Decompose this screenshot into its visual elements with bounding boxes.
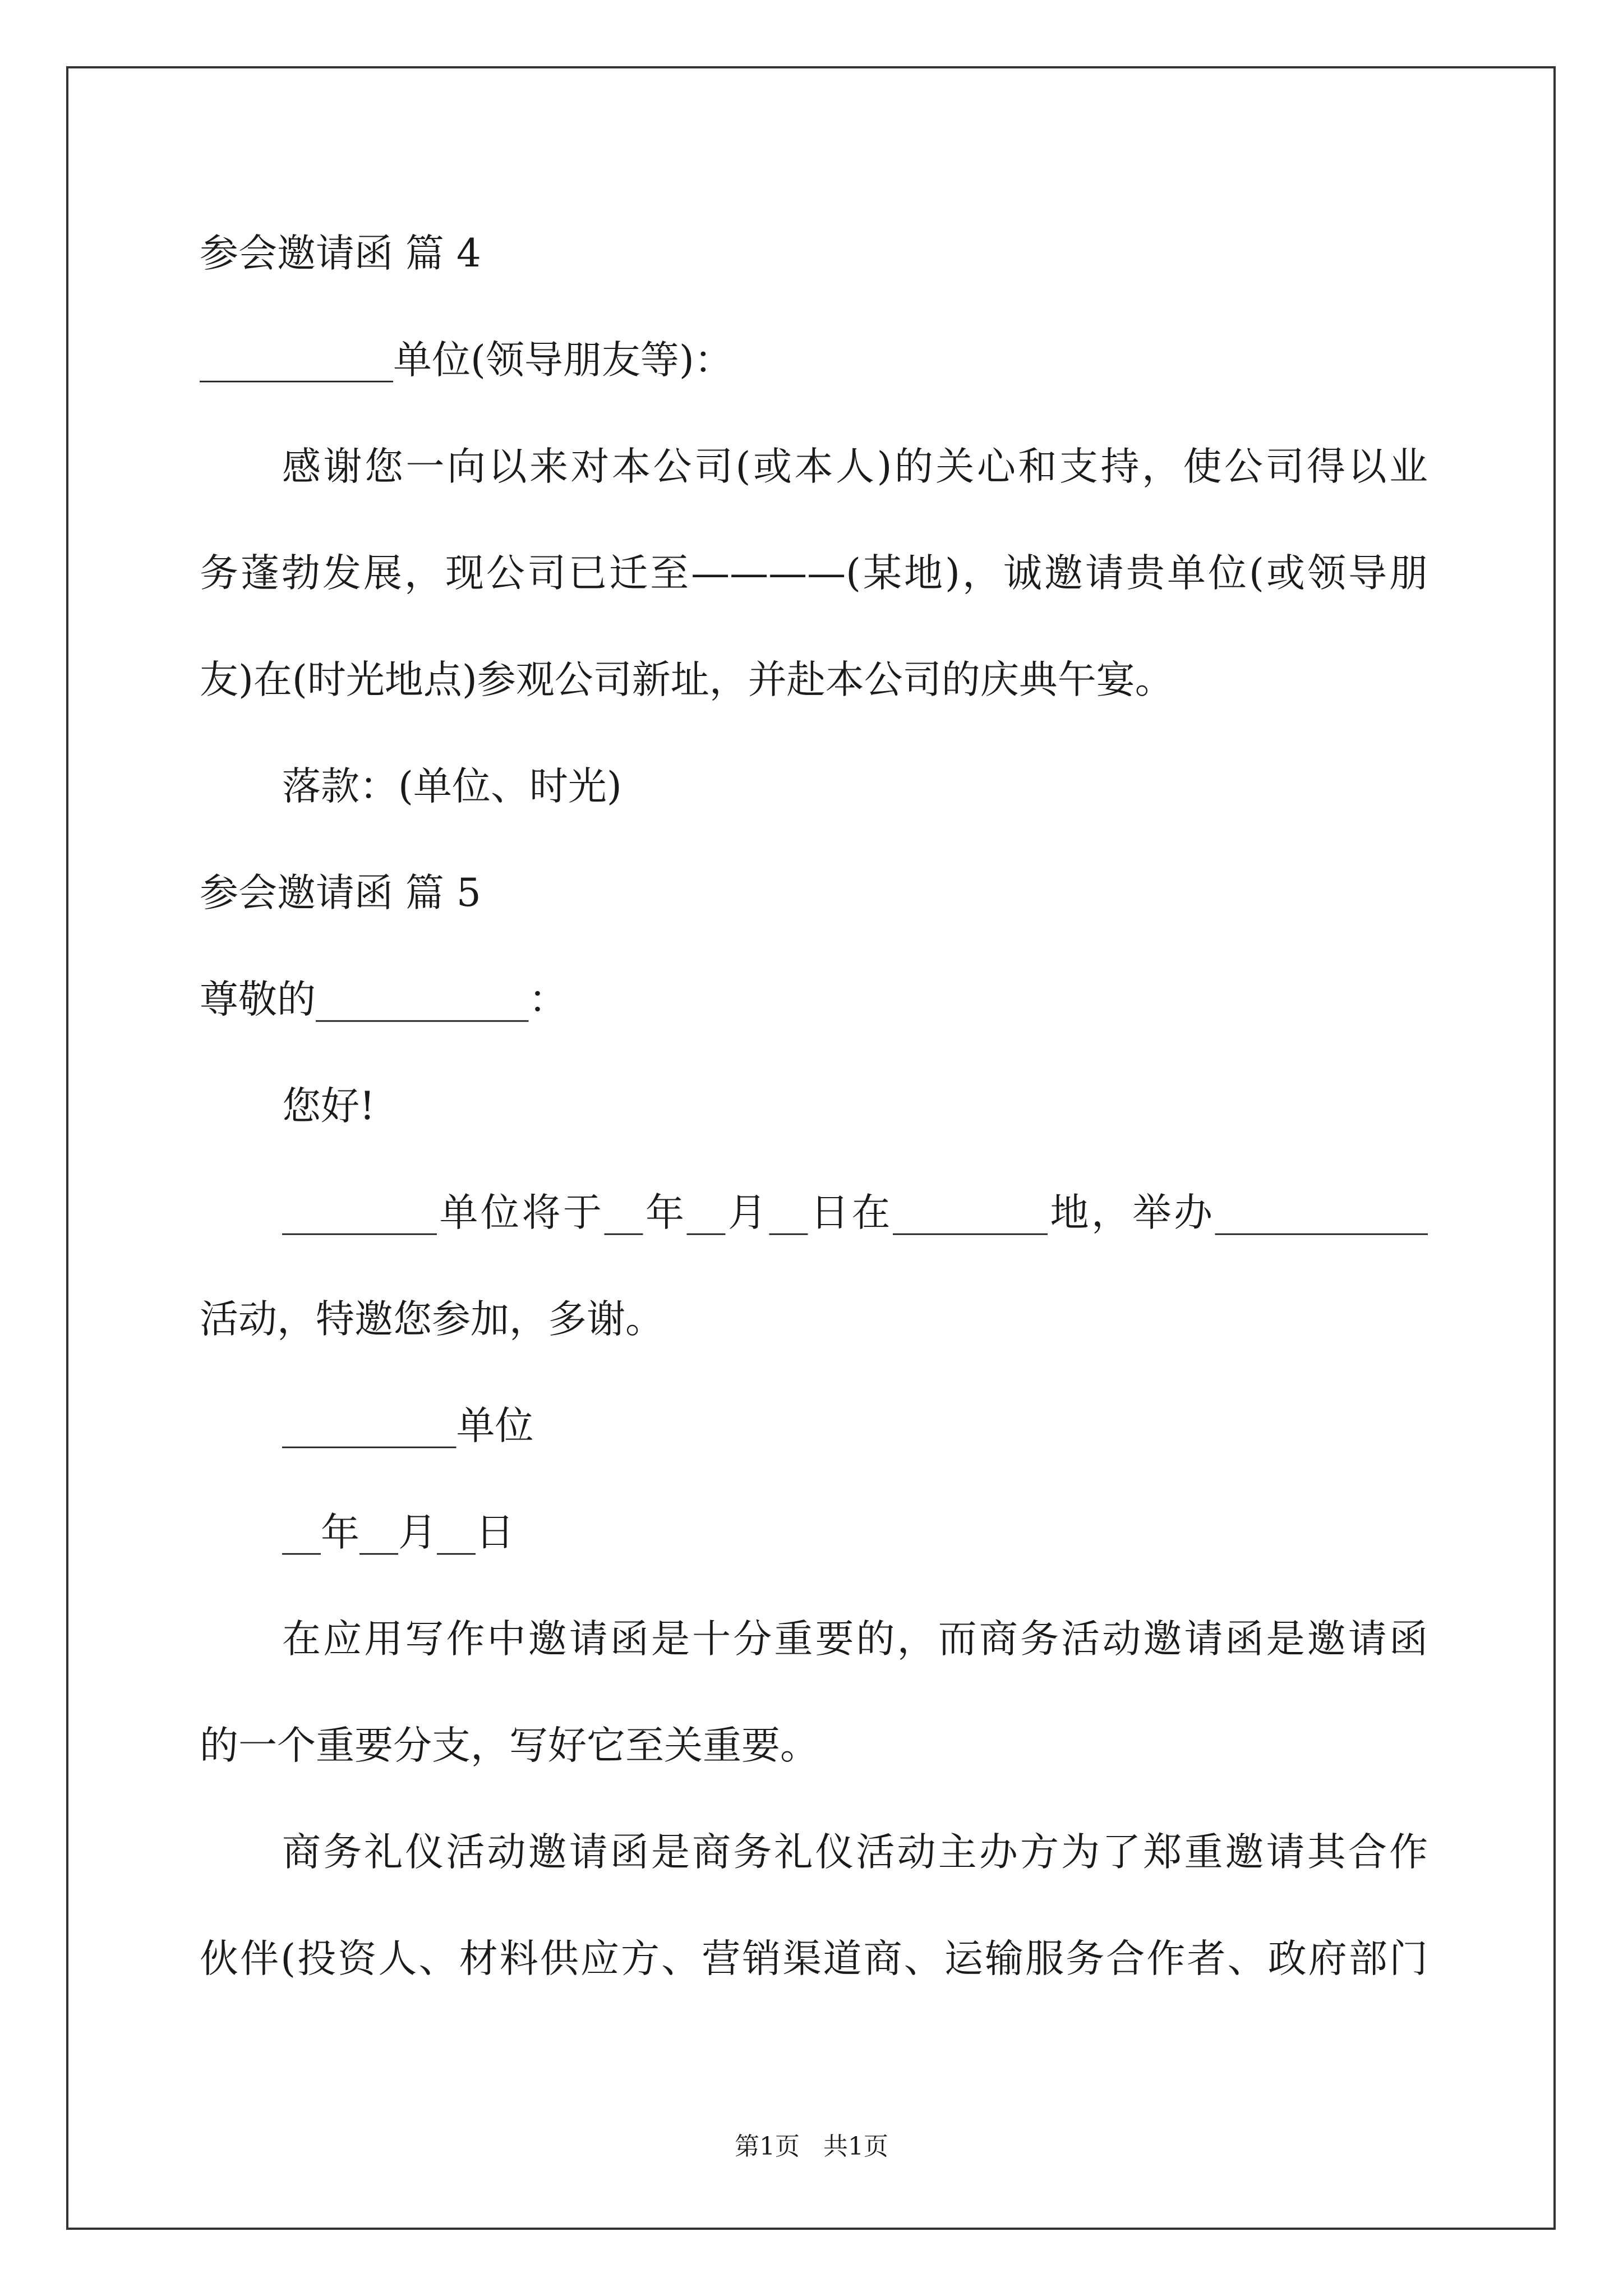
paragraph-line: 的一个重要分支，写好它至关重要。 xyxy=(200,1723,819,1768)
paragraph-line: 务蓬勃发展，现公司已迁至————(某地)，诚邀请贵单位(或领导朋 xyxy=(200,551,1428,596)
paragraph-line: 感谢您一向以来对本公司(或本人)的关心和支持，使公司得以业 xyxy=(282,444,1428,489)
signature-date-line: __年__月__日 xyxy=(282,1510,514,1555)
greeting-line: 您好! xyxy=(282,1084,375,1129)
paragraph-line: 活动，特邀您参加，多谢。 xyxy=(200,1297,664,1342)
page-number-footer: 第1页 共1页 xyxy=(735,2132,888,2161)
salutation-line: __________单位(领导朋友等)： xyxy=(200,338,733,383)
section-heading-5: 参会邀请函 篇 5 xyxy=(200,871,481,915)
paragraph-line: 商务礼仪活动邀请函是商务礼仪活动主办方为了郑重邀请其合作 xyxy=(282,1830,1428,1875)
section-heading-4: 参会邀请函 篇 4 xyxy=(200,231,481,276)
salutation-line: 尊敬的___________： xyxy=(200,977,568,1022)
page-border xyxy=(66,66,1556,2230)
paragraph-line: ________单位将于__年__月__日在________地，举办___________ xyxy=(282,1190,1428,1235)
signature-unit-line: _________单位 xyxy=(282,1404,534,1448)
paragraph-line: 伙伴(投资人、材料供应方、营销渠道商、运输服务合作者、政府部门 xyxy=(200,1936,1428,1981)
paragraph-line: 在应用写作中邀请函是十分重要的，而商务活动邀请函是邀请函 xyxy=(282,1617,1428,1662)
paragraph-line: 友)在(时光地点)参观公司新址，并赴本公司的庆典午宴。 xyxy=(200,657,1174,702)
signature-line: 落款：(单位、时光) xyxy=(282,764,622,809)
